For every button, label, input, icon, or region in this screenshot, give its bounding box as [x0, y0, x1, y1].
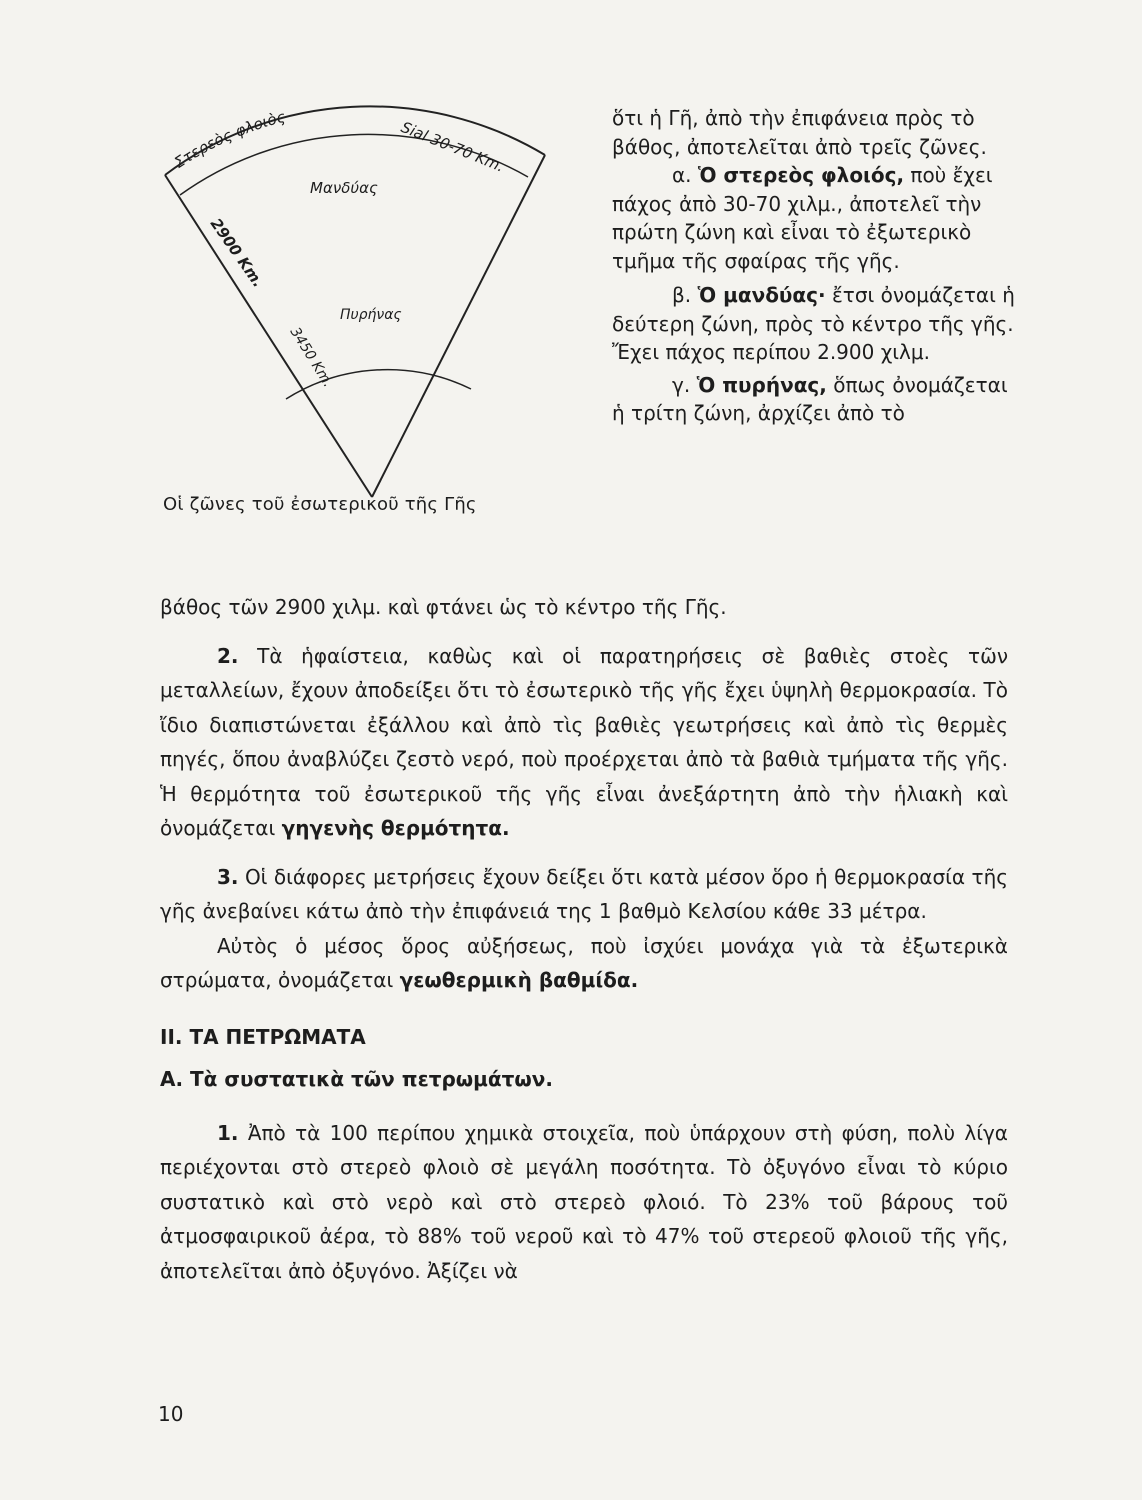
- subsection-heading: Α. Τὰ συστατικὰ τῶν πετρωμάτων.: [160, 1066, 553, 1091]
- paragraph-5: [160, 1116, 1008, 1289]
- zone-c-paragraph: [612, 371, 1024, 428]
- zone-a-text: ποὺ ἔχει πάχος ἀπὸ 30-70 χιλμ., ἀποτελεῖ τὴν πρώτη ζώνη καὶ εἶναι τὸ ἐξωτερικὸ τμῆμα τῆς σφαίρας τῆς γῆς.: [612, 163, 993, 273]
- paragraph-3: [160, 860, 1008, 929]
- geothermal-gradient-term: γεωθερμικὴ βαθμίδα.: [399, 968, 639, 992]
- core-label: Πυρήνας: [340, 307, 402, 323]
- earth-sector-drawing: [150, 95, 600, 515]
- sector-right-edge: [372, 155, 545, 497]
- depth-2900-label: 2900 Km.: [206, 214, 268, 291]
- zone-a-letter: α.: [672, 163, 692, 187]
- sial-label: Sial 30-70 Km.: [398, 118, 507, 176]
- zone-b-text: ἔτσι ὀνομάζεται ἡ δεύτερη ζώνη, πρὸς τὸ κέντρο τῆς γῆς. Ἔχει πάχος περίπου 2.900 χιλμ.: [612, 283, 1015, 364]
- paragraph-3-text: Οἱ διάφορες μετρήσεις ἔχουν δείξει ὅτι κατὰ μέσον ὅρο ἡ θερμοκρασία τῆς γῆς ἀνεβαίνει κάτω ἀπὸ τὴν ἐπιφάνειά της 1 βαθμὸ Κελσίου κάθε 33 μέτρα.: [160, 864, 1008, 923]
- paragraph-2-number: 2.: [217, 643, 239, 668]
- zone-c-letter: γ.: [672, 372, 691, 397]
- paragraph-5-text: Ἀπὸ τὰ 100 περίπου χημικὰ στοιχεῖα, ποὺ ὑπάρχουν στὴ φύση, πολὺ λίγα περιέχονται στὸ στερεὸ φλοιὸ σὲ μεγάλη ποσότητα. Τὸ ὀξυγόνο εἶναι τὸ κύριο συστατικὸ καὶ στὸ νερὸ καὶ στὸ στερεὸ φλοιό. Τὸ 23% τοῦ βάρους τοῦ ἀτμοσφαιρικοῦ ἀέρα, τὸ 88% τοῦ νεροῦ καὶ τὸ 47% τοῦ στερεοῦ φλοιοῦ τῆς γῆς, ἀποτελεῖται ἀπὸ ὀξυγόνο. Ἀξίζει νὰ: [160, 1120, 1008, 1283]
- main-text: [160, 590, 1008, 1288]
- zone-c-term: Ὁ πυρήνας,: [696, 372, 827, 397]
- zone-c-text: ὅπως ὀνομάζεται ἡ τρίτη ζώνη, ἀρχίζει ἀπὸ τὸ: [612, 372, 1008, 425]
- sector-left-edge: [165, 175, 372, 497]
- figure-caption: Οἱ ζῶνες τοῦ ἐσωτερικοῦ τῆς Γῆς: [163, 494, 477, 515]
- mantle-label: Μανδύας: [310, 179, 378, 197]
- zone-a-term: Ὁ στερεὸς φλοιός,: [697, 163, 905, 187]
- paragraph-5-number: 1.: [217, 1120, 239, 1145]
- page-number: 10: [158, 1402, 184, 1426]
- zone-b-paragraph: [612, 281, 1024, 367]
- paragraph-2-text: Τὰ ἡφαίστεια, καθὼς καὶ οἱ παρατηρήσεις σὲ βαθιὲς στοὲς τῶν μεταλλείων, ἔχουν ἀποδείξει ὅτι τὸ ἐσωτερικὸ τῆς γῆς ἔχει ὑψηλὴ θερμοκρασία. Τὸ ἴδιο διαπιστώνεται ἐξάλλου καὶ ἀπὸ τὶς βαθιὲς γεωτρήσεις καὶ ἀπὸ τὶς θερμὲς πηγές, ὅπου ἀναβλύζει ζεστὸ νερό, ποὺ προέρχεται ἀπὸ τὰ βαθιὰ τμήματα τῆς γῆς. Ἡ θερμότητα τοῦ ἐσωτερικοῦ τῆς γῆς εἶναι ἀνεξάρτητη ἀπὸ τὴν ἡλιακὴ καὶ ὀνομάζεται: [160, 643, 1008, 840]
- earth-zones-diagram: [150, 95, 600, 515]
- depth-3450-label: 3450 Km.: [286, 324, 336, 391]
- paragraph-4-text: Αὐτὸς ὁ μέσος ὅρος αὐξήσεως, ποὺ ἰσχύει μονάχα γιὰ τὰ ἐξωτερικὰ στρώματα, ὀνομάζεται: [160, 933, 1008, 992]
- paragraph-4: [160, 929, 1008, 998]
- section-heading: ΙΙ. ΤΑ ΠΕΤΡΩΜΑΤΑ: [160, 1024, 366, 1049]
- intro-paragraph: ὅτι ἡ Γῆ, ἀπὸ τὴν ἐπιφάνεια πρὸς τὸ βάθος, ἀποτελεῖται ἀπὸ τρεῖς ζῶνες.: [612, 106, 987, 159]
- zone-b-letter: β.: [672, 283, 692, 307]
- zone-b-term: Ὁ μανδύας·: [697, 283, 826, 307]
- zones-column: [612, 104, 1024, 428]
- zone-a-paragraph: [612, 161, 1024, 275]
- geothermal-heat-term: γηγενὴς θερμότητα.: [281, 816, 510, 840]
- zone-c-continuation: βάθος τῶν 2900 χιλμ. καὶ φτάνει ὡς τὸ κέντρο τῆς Γῆς.: [160, 595, 727, 619]
- crust-label: Στερεὸς φλοιὸς: [170, 107, 288, 172]
- paragraph-3-number: 3.: [217, 864, 239, 889]
- paragraph-2: [160, 639, 1008, 846]
